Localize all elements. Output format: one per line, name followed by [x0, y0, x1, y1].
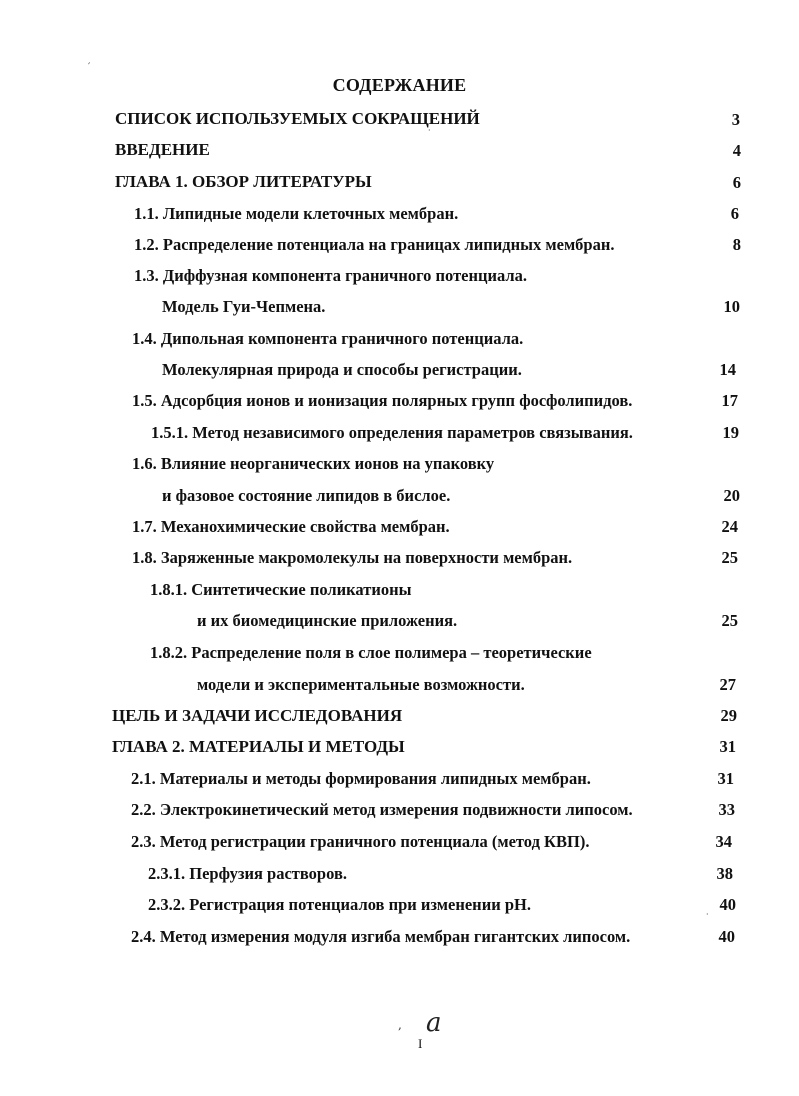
- toc-page-1-3: 10: [723, 297, 740, 316]
- toc-page-1-1: 6: [730, 204, 739, 223]
- toc-page-1-8-1: 25: [721, 611, 738, 630]
- toc-entry-abbreviations: СПИСОК ИСПОЛЬЗУЕМЫХ СОКРАЩЕНИЙ: [115, 109, 480, 128]
- handwritten-mark: a: [426, 1008, 442, 1038]
- toc-page-2-3: 34: [715, 832, 732, 851]
- toc-entry-chapter-2: ГЛАВА 2. МАТЕРИАЛЫ И МЕТОДЫ: [112, 737, 405, 756]
- toc-entry-1-4: 1.4. Дипольная компонента граничного потенциала.: [132, 329, 524, 348]
- toc-page-2-3-2: 40: [719, 895, 736, 914]
- toc-entry-2-1: 2.1. Материалы и методы формирования липидных мембран.: [131, 769, 591, 788]
- toc-entry-chapter-1: ГЛАВА 1. ОБЗОР ЛИТЕРАТУРЫ: [115, 172, 372, 191]
- toc-entry-1-8-1-cont: и их биомедицинские приложения.: [197, 611, 458, 630]
- toc-page-1-4: 14: [719, 360, 736, 379]
- toc-page-1-8-2: 27: [719, 675, 736, 694]
- toc-entry-1-4-cont: Молекулярная природа и способы регистрации.: [162, 360, 522, 379]
- toc-entry-2-4: 2.4. Метод измерения модуля изгиба мембран гигантских липосом.: [131, 927, 631, 946]
- toc-entry-2-3-2: 2.3.2. Регистрация потенциалов при изменении рН.: [148, 895, 531, 914]
- toc-entry-1-5-1: 1.5.1. Метод независимого определения параметров связывания.: [151, 423, 633, 442]
- toc-page-aims: 29: [720, 706, 737, 725]
- scan-speck: ,: [398, 1018, 402, 1032]
- toc-entry-1-8-2: 1.8.2. Распределение поля в слое полимера – теоретические: [150, 643, 592, 662]
- toc-entry-1-6-cont: и фазовое состояние липидов в бислое.: [162, 486, 451, 505]
- toc-page-2-2: 33: [718, 800, 735, 819]
- toc-page-chapter-2: 31: [719, 737, 736, 756]
- toc-page-introduction: 4: [732, 141, 741, 160]
- toc-entry-1-6: 1.6. Влияние неорганических ионов на упаковку: [132, 454, 495, 473]
- toc-page-chapter-1: 6: [732, 173, 741, 192]
- toc-entry-2-3-1: 2.3.1. Перфузия растворов.: [148, 864, 347, 883]
- toc-entry-aims: ЦЕЛЬ И ЗАДАЧИ ИССЛЕДОВАНИЯ: [112, 706, 403, 725]
- toc-page-1-5-1: 19: [722, 423, 739, 442]
- page-title: СОДЕРЖАНИЕ: [332, 75, 467, 95]
- toc-page-2-4: 40: [718, 927, 735, 946]
- scan-speck: ·: [428, 126, 431, 135]
- toc-entry-1-2: 1.2. Распределение потенциала на границах липидных мембран.: [134, 235, 615, 254]
- toc-entry-1-8-1: 1.8.1. Синтетические поликатионы: [150, 580, 412, 599]
- toc-page-abbreviations: 3: [731, 110, 740, 129]
- toc-entry-2-2: 2.2. Электрокинетический метод измерения подвижности липосом.: [131, 800, 633, 819]
- scan-speck: ·: [706, 910, 709, 919]
- toc-entry-1-7: 1.7. Механохимические свойства мембран.: [132, 517, 450, 536]
- toc-entry-1-3-cont: Модель Гуи-Чепмена.: [162, 297, 326, 316]
- toc-page-1-2: 8: [732, 235, 741, 254]
- toc-page-2-1: 31: [717, 769, 734, 788]
- toc-page-1-5: 17: [721, 391, 738, 410]
- toc-entry-introduction: ВВЕДЕНИЕ: [115, 140, 210, 159]
- toc-entry-1-8-2-cont: модели и экспериментальные возможности.: [197, 675, 525, 694]
- toc-entry-1-1: 1.1. Липидные модели клеточных мембран.: [134, 204, 459, 223]
- toc-entry-1-5: 1.5. Адсорбция ионов и ионизация полярных групп фосфолипидов.: [132, 391, 633, 410]
- footer-page-number: I: [418, 1036, 423, 1051]
- toc-page-2-3-1: 38: [716, 864, 733, 883]
- toc-page-1-7: 24: [721, 517, 738, 536]
- toc-entry-2-3: 2.3. Метод регистрации граничного потенциала (метод КВП).: [131, 832, 590, 851]
- toc-entry-1-3: 1.3. Диффузная компонента граничного потенциала.: [134, 266, 528, 285]
- scan-speck: ′: [88, 62, 91, 73]
- toc-page-1-8: 25: [721, 548, 738, 567]
- toc-entry-1-8: 1.8. Заряженные макромолекулы на поверхности мембран.: [132, 548, 573, 567]
- toc-page-1-6: 20: [723, 486, 740, 505]
